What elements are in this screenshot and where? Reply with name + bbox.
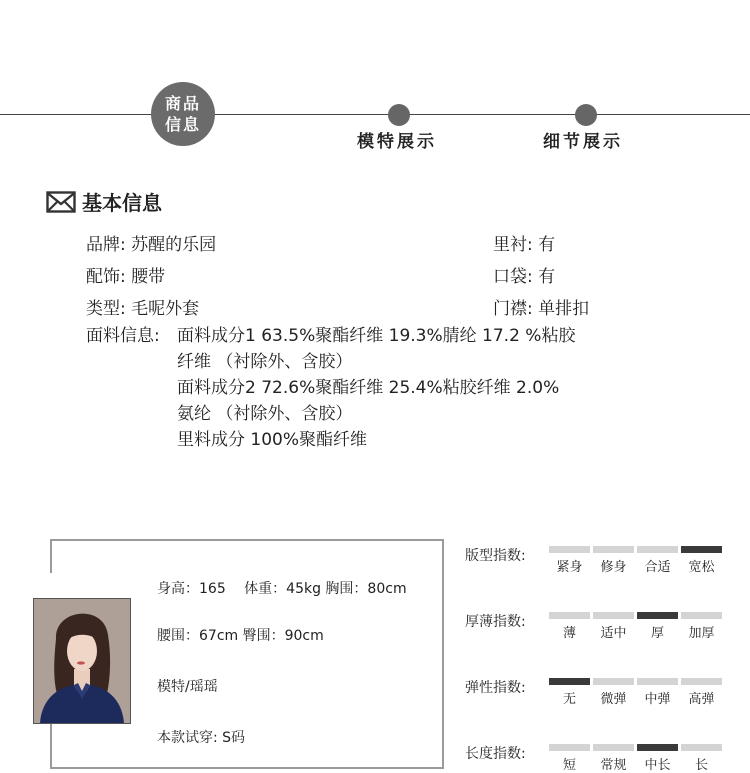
index-option-label: 修身 bbox=[600, 560, 627, 575]
index-segment bbox=[681, 612, 722, 619]
nav-product-info-line2: 信息 bbox=[164, 115, 201, 134]
index-title: 厚薄指数: bbox=[465, 614, 526, 630]
index-option-label: 中长 bbox=[644, 758, 671, 773]
index-segment bbox=[637, 678, 678, 685]
info-lining bbox=[493, 230, 555, 255]
fabric-label: 面料信息: bbox=[86, 326, 160, 346]
info-brand-label: 品牌: bbox=[86, 235, 126, 255]
info-brand bbox=[86, 230, 216, 255]
index-title: 弹性指数: bbox=[465, 680, 526, 696]
info-accessory bbox=[86, 262, 165, 287]
info-pocket bbox=[493, 262, 555, 287]
index-option-label: 中弹 bbox=[644, 692, 671, 707]
index-option-label: 高弹 bbox=[688, 692, 715, 707]
index-option-label: 厚 bbox=[650, 626, 664, 641]
index-segment-selected bbox=[637, 744, 678, 751]
model-measurements-1: 身高：165 体重：45kg 胸围：80cm bbox=[157, 581, 407, 597]
section-title: 基本信息 bbox=[82, 191, 162, 215]
index-segment-selected bbox=[549, 678, 590, 685]
nav-product-info[interactable] bbox=[151, 82, 215, 146]
fabric-line: 面料成分2 72.6%聚酯纤维 25.4%粘胶纤维 2.0% bbox=[177, 378, 560, 398]
index-option-label: 微弹 bbox=[600, 692, 627, 707]
model-measurements-2: 腰围：67cm 臀围：90cm bbox=[157, 628, 324, 644]
index-segment bbox=[549, 612, 590, 619]
index-segment bbox=[549, 546, 590, 553]
index-option-label: 无 bbox=[562, 692, 576, 707]
index-segment bbox=[681, 744, 722, 751]
index-segment bbox=[681, 678, 722, 685]
info-placket-value: 单排扣 bbox=[538, 299, 590, 319]
index-title: 版型指数: bbox=[465, 548, 526, 564]
model-name: 模特/瑶瑶 bbox=[157, 679, 218, 695]
nav-dot-model[interactable] bbox=[388, 104, 410, 126]
fabric-line: 纤维 （衬除外、含胶） bbox=[177, 352, 353, 372]
info-brand-value: 苏醒的乐园 bbox=[131, 235, 217, 255]
index-title: 长度指数: bbox=[465, 746, 526, 762]
index-option-label: 宽松 bbox=[688, 560, 715, 575]
info-placket bbox=[493, 294, 589, 319]
index-segment bbox=[549, 744, 590, 751]
fabric-line: 面料成分1 63.5%聚酯纤维 19.3%腈纶 17.2 %粘胶 bbox=[177, 326, 576, 346]
index-option-label: 加厚 bbox=[688, 626, 715, 641]
info-placket-label: 门襟: bbox=[493, 299, 533, 319]
nav-product-info-line1: 商品 bbox=[164, 94, 201, 113]
index-option-label: 薄 bbox=[562, 626, 576, 641]
fabric-info bbox=[86, 323, 617, 453]
index-option-label: 合适 bbox=[644, 560, 671, 575]
model-portrait-image bbox=[34, 599, 130, 723]
fabric-line: 氨纶 （衬除外、含胶） bbox=[177, 404, 353, 424]
index-option-label: 适中 bbox=[600, 626, 627, 641]
section-heading bbox=[46, 187, 162, 216]
fabric-line: 里料成分 100%聚酯纤维 bbox=[177, 430, 368, 450]
info-accessory-label: 配饰: bbox=[86, 267, 126, 287]
nav-detail-show[interactable]: 细节展示 bbox=[543, 132, 623, 152]
info-type-label: 类型: bbox=[86, 299, 126, 319]
info-pocket-label: 口袋: bbox=[493, 267, 533, 287]
nav-dot-detail[interactable] bbox=[575, 104, 597, 126]
nav-model-show[interactable]: 模特展示 bbox=[357, 132, 437, 152]
index-segment bbox=[593, 546, 634, 553]
index-option-label: 短 bbox=[562, 758, 576, 773]
index-option-label: 紧身 bbox=[556, 560, 583, 575]
index-segment bbox=[593, 678, 634, 685]
index-option-label: 长 bbox=[694, 758, 708, 773]
info-lining-label: 里衬: bbox=[493, 235, 533, 255]
model-photo bbox=[33, 598, 131, 724]
info-lining-value: 有 bbox=[538, 235, 556, 255]
model-trial-size: 本款试穿: S码 bbox=[157, 730, 246, 746]
index-segment bbox=[593, 612, 634, 619]
index-segment-selected bbox=[681, 546, 722, 553]
envelope-icon bbox=[46, 191, 76, 213]
index-segment-selected bbox=[637, 612, 678, 619]
info-accessory-value: 腰带 bbox=[131, 267, 166, 287]
index-segment bbox=[593, 744, 634, 751]
info-pocket-value: 有 bbox=[538, 267, 556, 287]
nav-line bbox=[0, 114, 750, 115]
info-type-value: 毛呢外套 bbox=[131, 299, 200, 319]
index-option-label: 常规 bbox=[600, 758, 627, 773]
index-segment bbox=[637, 546, 678, 553]
info-type bbox=[86, 294, 199, 319]
